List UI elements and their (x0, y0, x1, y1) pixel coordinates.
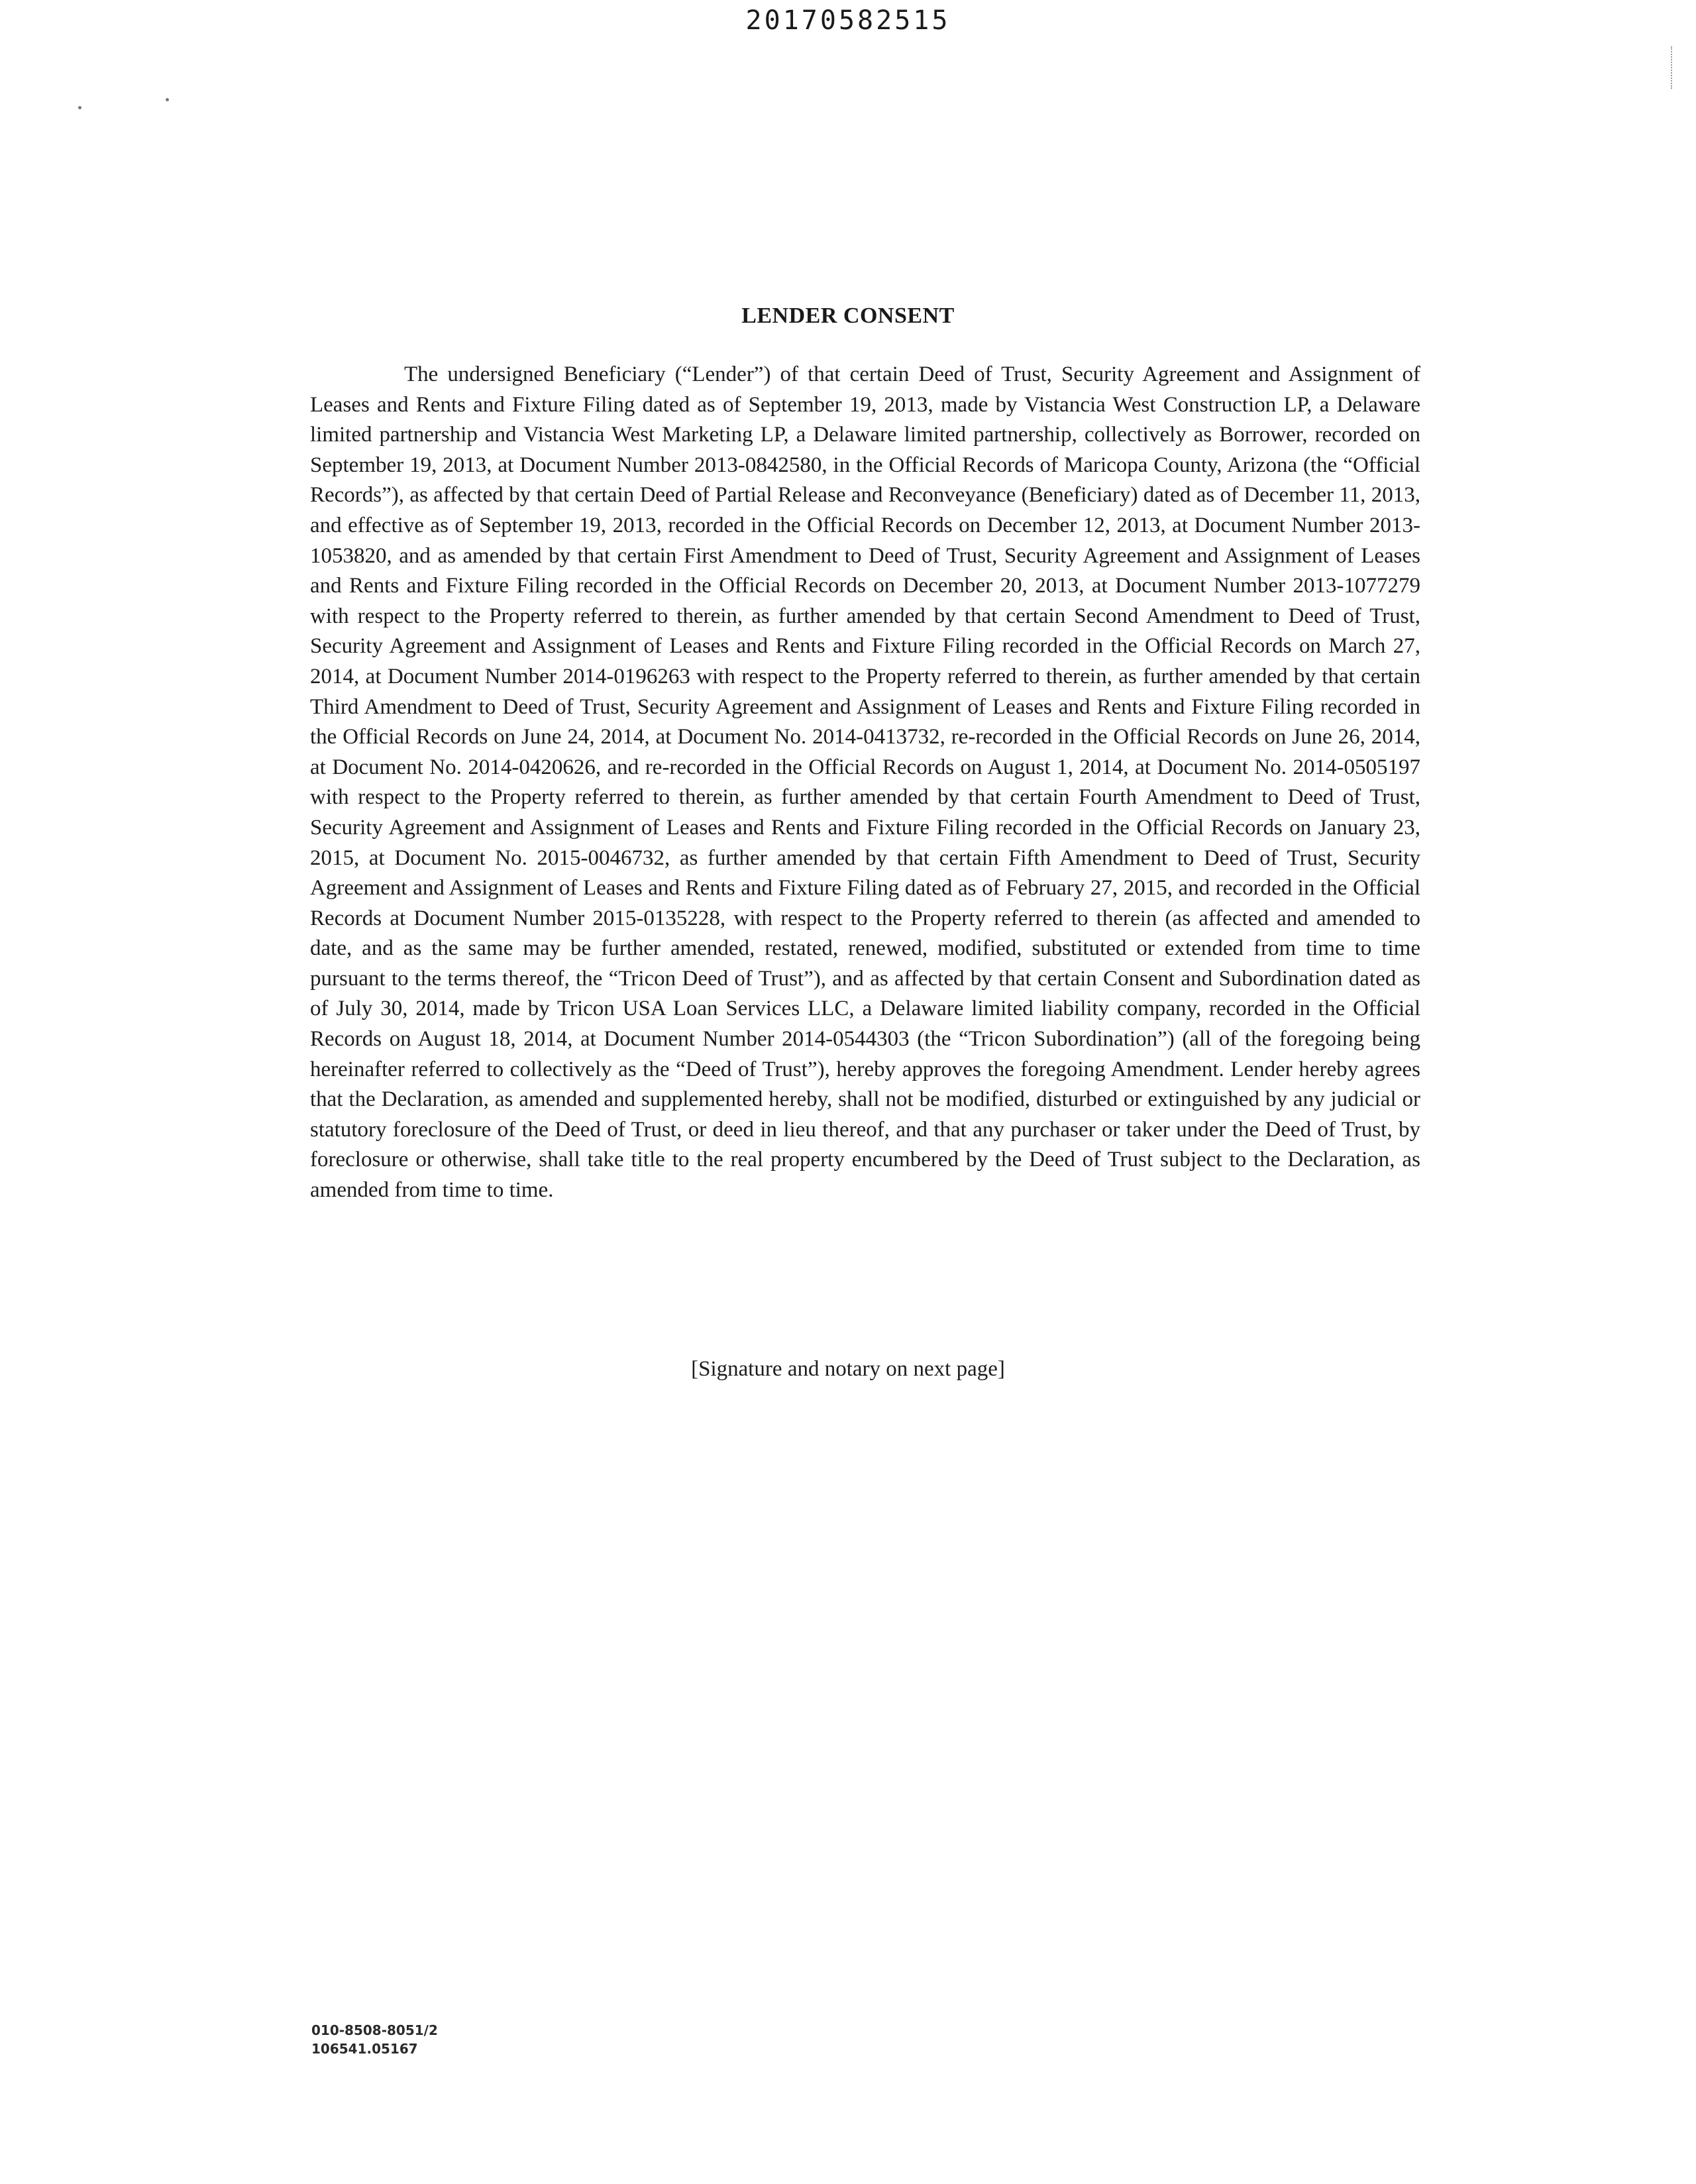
scan-speck (166, 98, 169, 101)
footer-code-line-1: 010-8508-8051/2 (311, 2022, 438, 2038)
footer-code-line-2: 106541.05167 (311, 2041, 418, 2057)
scan-edge-mark (1671, 46, 1673, 89)
document-title: LENDER CONSENT (741, 303, 955, 328)
recording-number: 20170582515 (745, 5, 951, 36)
scan-speck (78, 106, 81, 109)
signature-note: [Signature and notary on next page] (691, 1357, 1005, 1381)
consent-paragraph: The undersigned Beneficiary (“Lender”) of that certain Deed of Trust, Security Agreement and Assignment of Leases and Rents and Fixture Filing dated as of September 19, 2013, made by Vistancia West Construction LP, a Delaware limited partnership and Vistancia West Marketing LP, a Delaware limited partnership, collectively as Borrower, recorded on September 19, 2013, at Document Number 2013-0842580, in the Official Records of Maricopa County, Arizona (the “Official Records”), as affected by that certain Deed of Partial Release and Reconveyance (Beneficiary) dated as of December 11, 2013, and effective as of September 19, 2013, recorded in the Official Records on December 12, 2013, at Document Number 2013-1053820, and as amended by that certain First Amendment to Deed of Trust, Security Agreement and Assignment of Leases and Rents and Fixture Filing recorded in the Official Records on December 20, 2013, at Document Number 2013-1077279 with respect to the Property referred to therein, as further amended by that certain Second Amendment to Deed of Trust, Security Agreement and Assignment of Leases and Rents and Fixture Filing recorded in the Official Records on March 27, 2014, at Document Number 2014-0196263 with respect to the Property referred to therein, as further amended by that certain Third Amendment to Deed of Trust, Security Agreement and Assignment of Leases and Rents and Fixture Filing recorded in the Official Records on June 24, 2014, at Document No. 2014-0413732, re-recorded in the Official Records on June 26, 2014, at Document No. 2014-0420626, and re-recorded in the Official Records on August 1, 2014, at Document No. 2014-0505197 with respect to the Property referred to therein, as further amended by that certain Fourth Amendment to Deed of Trust, Security Agreement and Assignment of Leases and Rents and Fixture Filing recorded in the Official Records on January 23, 2015, at Document No. 2015-0046732, as further amended by that certain Fifth Amendment to Deed of Trust, Security Agreement and Assignment of Leases and Rents and Fixture Filing dated as of February 27, 2015, and recorded in the Official Records at Document Number 2015-0135228, with respect to the Property referred to therein (as affected and amended to date, and as the same may be further amended, restated, renewed, modified, substituted or extended from time to time pursuant to the terms thereof, the “Tricon Deed of Trust”), and as affected by that certain Consent and Subordination dated as of July 30, 2014, made by Tricon USA Loan Services LLC, a Delaware limited liability company, recorded in the Official Records on August 18, 2014, at Document Number 2014-0544303 (the “Tricon Subordination”) (all of the foregoing being hereinafter referred to collectively as the “Deed of Trust”), hereby approves the foregoing Amendment. Lender hereby agrees that the Declaration, as amended and supplemented hereby, shall not be modified, disturbed or extinguished by any judicial or statutory foreclosure of the Deed of Trust, or deed in lieu thereof, and that any purchaser or taker under the Deed of Trust, by foreclosure or otherwise, shall take title to the real property encumbered by the Deed of Trust subject to the Declaration, as amended from time to time. (310, 362, 1420, 1203)
